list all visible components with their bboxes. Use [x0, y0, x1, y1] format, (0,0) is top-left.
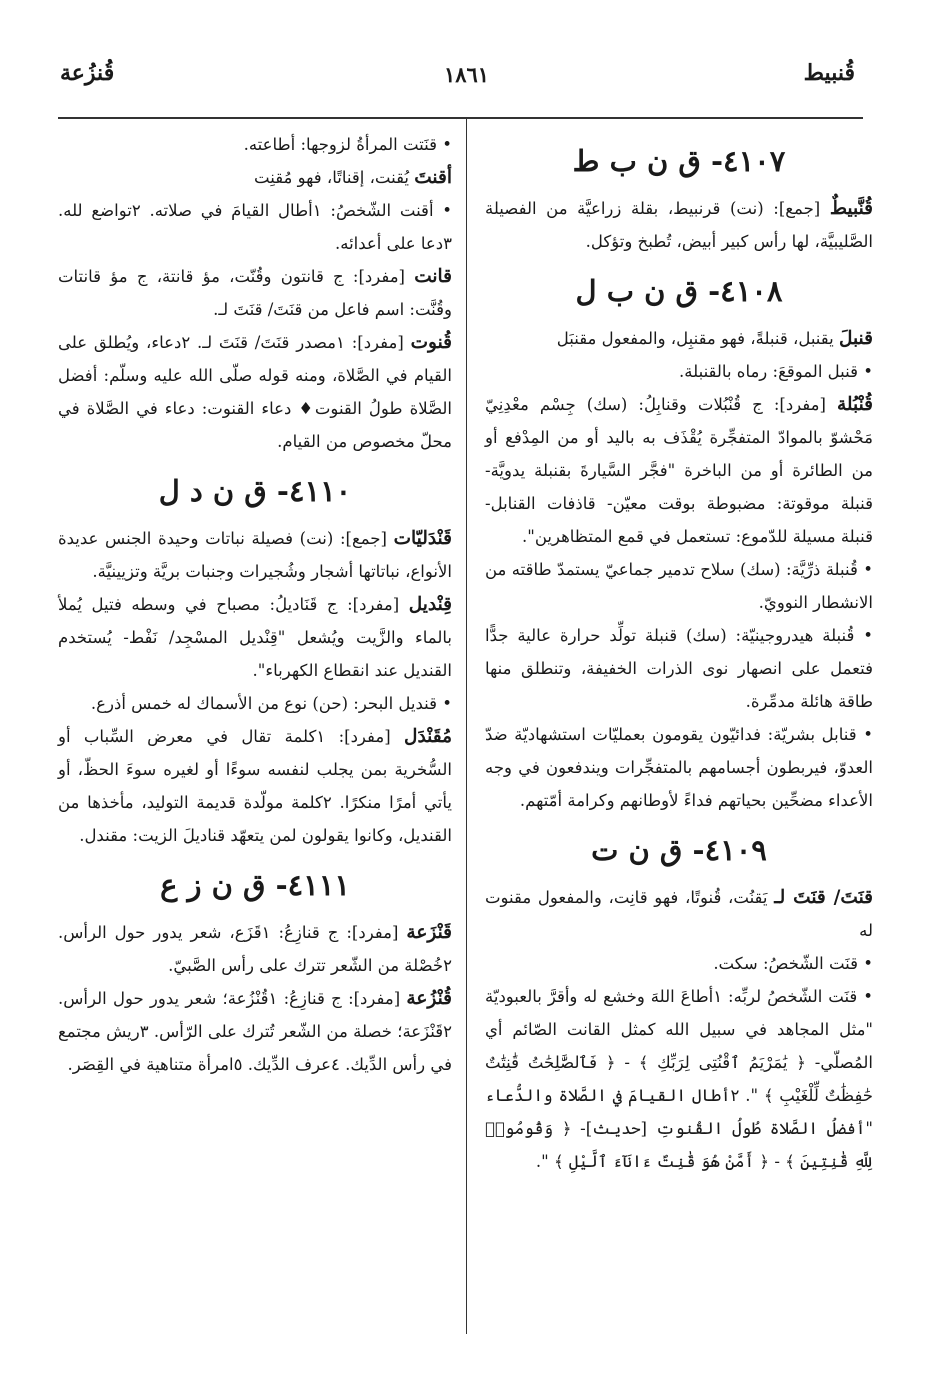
entry-sense — [485, 718, 873, 817]
entry-definition: • قُنبلة هيدروجينيّة: (سك) قنبلة تولِّد حرارة عالية جدًّا فتعمل على انصهار نوى الذرات الخفيفة، وتنطلق منها طاقة هائلة مدمِّرة. — [485, 626, 873, 711]
dictionary-entry — [58, 588, 452, 687]
entry-sense — [485, 619, 873, 718]
entry-definition: يَقنُت، قُنوتًا، فهو قانِت، والمفعول مقنوت له — [485, 888, 873, 940]
page-number: ١٨٦١ — [443, 62, 490, 87]
dictionary-entry — [485, 881, 873, 947]
entry-definition: [مفرد]: ١كلمة تقال في معرض السِّباب أو السُّخرية بمن يجلب لنفسه سوءًا أو لغيره سوءَ الحظّ، أو يأتي أمرًا منكرًا. ٢كلمة مولّدة قديمة التوليد، مأخذها من القنديل، وكانوا يقولون لمن يتعهّد قناديلَ الزيت: مقندل. — [58, 727, 452, 845]
root-section-heading: ٤١١٠- ق ن د ل — [158, 474, 352, 508]
entry-headword: قانت — [414, 266, 452, 287]
entry-definition: [مفرد]: ج قنازِعُ: ١قَزَع، شعر يدور حول الرأس. ٢خُصْلة من الشّعر تترك على رأس الصَّبيّ. — [58, 923, 452, 975]
entry-definition: [مفرد]: ج قنازِعُ: ١قُنْزُعة؛ شعر يدور حول الرأس. ٢قَنْزَعة؛ خصلة من الشّعر تُترك على الرّأس. ٣ريش مجتمع في رأس الدِّيك. ٤عرف الدِّيك. ٥امرأة متناهية في القِصَر. — [58, 989, 452, 1074]
entry-sense — [485, 980, 873, 1178]
entry-headword: قُنوت — [410, 332, 452, 353]
header-rule — [58, 117, 863, 119]
dictionary-entry — [58, 260, 452, 326]
entry-headword: قنَتَ/ قنَتَ لـ — [774, 887, 873, 908]
entry-definition: • قُنبلة ذرِّيَّة: (سك) سلاح تدمير جماعيّ يستمدّ طاقته من الانشطار النوويّ. — [485, 560, 873, 612]
dictionary-entry — [58, 161, 452, 194]
entry-headword: مُقَنْدَل — [404, 726, 453, 747]
entry-sense — [58, 128, 452, 161]
dictionary-entry — [58, 522, 452, 588]
root-section-heading: ٤١٠٨- ق ن ب ل — [575, 274, 783, 308]
entry-definition: • قنابل بشريّة: فدائيّون يقومون بعمليّات استشهاديّة ضدّ العدوّ، فيربطون أجسامهم بالمتفجِّرات ويندفعون في وجه الأعداء مضحِّين بحياتهم فداءً لأوطانهم وكرامة أمّتهم. — [485, 725, 873, 810]
entry-headword: قَنْدَليّات — [393, 528, 452, 549]
entry-sense — [58, 194, 452, 260]
entry-headword: أقنتَ — [414, 167, 452, 188]
entry-sense — [485, 553, 873, 619]
root-section-heading: ٤١٠٧- ق ن ب ط — [572, 144, 786, 178]
column-divider — [466, 118, 467, 1334]
dictionary-entry — [58, 720, 452, 852]
entry-sense — [58, 687, 452, 720]
entry-definition: • قنبل الموقعَ: رماه بالقنبلة. — [679, 362, 873, 381]
dictionary-entry — [58, 916, 452, 982]
entry-definition: [مفرد]: ١مصدر قنَتَ/ قنَتَ لـ. ٢دعاء، ويُطلق على القيام في الصَّلاة، ومنه قوله صلّى الله عليه وسلّم: أفضل الصَّلاة طولُ القنوت♦ دعاء القنوت: دعاء في الصَّلاة في محلّ مخصوص من القيام. — [58, 333, 452, 451]
entry-definition: [مفرد]: ج قُنْبُلات وقنابِلُ: (سك) جِسْم معْدِنِيّ مَحْشوّ بالموادّ المتفجِّرة يُقْذَف به باليد أو من المِدْفع أو من الطائرة أو من الباخرة "فجَّر السَّيارةَ بقنبلة يدويَّة- قنبلة موقوتة: مضبوطة بوقت معيّن- قاذفات القنابل- قنبلة مسيلة للدّموع: تستعمل في قمع المتظاهرين". — [485, 395, 873, 546]
entry-definition: [جمع]: (نت) قرنبيط، بقلة زراعيَّة من الفصيلة الصَّليبيَّة، لها رأس كبير أبيض، تُطبخ وتؤكل. — [485, 199, 873, 251]
entry-sense — [485, 947, 873, 980]
entry-definition: • قنَتت المرأةُ لزوجها: أطاعته. — [243, 135, 452, 154]
entry-headword: قُنَّبيطٌ — [829, 198, 873, 219]
header-right-guide-word: قُنبيط — [803, 60, 855, 86]
entry-definition: • أقنت الشّخصُ: ١أطال القيامَ في صلاته. ٢تواضع لله. ٣دعا على أعدائه. — [58, 201, 453, 253]
left-column — [58, 128, 452, 1081]
entry-sense — [485, 355, 873, 388]
dictionary-entry — [58, 982, 452, 1081]
entry-headword: قنبلَ — [838, 328, 873, 349]
root-section-heading: ٤١٠٩- ق ن ت — [591, 833, 767, 867]
entry-headword: قُنْزُعة — [406, 988, 452, 1009]
root-section-heading: ٤١١١- ق ن ز ع — [160, 868, 350, 902]
header-left-guide-word: قُنزُعة — [60, 60, 115, 86]
entry-headword: قَنْزَعة — [406, 922, 452, 943]
dictionary-entry — [485, 388, 873, 553]
dictionary-entry — [485, 192, 873, 258]
entry-headword: قِنْديل — [408, 594, 452, 615]
right-column — [485, 128, 873, 1178]
dictionary-entry — [58, 326, 452, 458]
entry-definition: • قنَت الشّخصُ لربِّه: ١أطاعَ اللهَ وخشع له وأقرَّ بالعبوديّة "مثل المجاهد في سبيل الله كمثل القانت الصّائم أي المُصلّي- ﴿ يَٰمَرْيَمُ ٱقْنُتِى لِرَبِّكِ ﴾ - ﴿ فَٱلصَّٰلِحَٰتُ قَٰنِتَٰتٌ حَٰفِظَٰتٌ لِّلْغَيْبِ ﴾ ". ٢أطال القيامَ في الصَّلاة والدُّعاء "أفضلُ الصَّلاة طُولُ القُنوتِ [حديث]- ﴿ وَقُومُوا۟ لِلَّهِ قَٰنِتِينَ ﴾ - ﴿ أَمَّنْ هُوَ قَٰنِتٌ ءَانَآءَ ٱلَّيْلِ ﴾ ". — [485, 987, 873, 1171]
entry-definition: يقنبل، قنبلةً، فهو مقنبِل، والمفعول مقنبَل — [556, 329, 839, 348]
entry-definition: يُقنت، إقناتًا، فهو مُقنِت — [254, 168, 415, 187]
entry-definition: [مفرد]: ج قانتون وقُنّت، مؤ قانتة، ج مؤ قانتات وقُنَّت: اسم فاعل من قنَتَ/ قنَتَ لـ. — [58, 267, 452, 319]
entry-definition: • قنَت الشّخصُ: سكت. — [713, 954, 873, 973]
entry-definition: • قنديل البحر: (حن) نوع من الأسماك له خمس أذرع. — [90, 694, 452, 713]
entry-definition: [جمع]: (نت) فصيلة نباتات وحيدة الجنس عديدة الأنواع، نباتاتها أشجار وشُجيرات وجنبات بريَّة وتزيينيَّة. — [58, 529, 452, 581]
entry-definition: [مفرد]: ج قَنَاديلُ: مصباح في وسطه فتيل يُملأ بالماء والزَّيت ويُشعل "قِنْديل المسْجِد/ نَفْط- يُستخدم القنديل عند انقطاع الكهرباء". — [58, 595, 452, 680]
entry-headword: قُنْبُلة — [836, 394, 873, 415]
dictionary-entry — [485, 322, 873, 355]
